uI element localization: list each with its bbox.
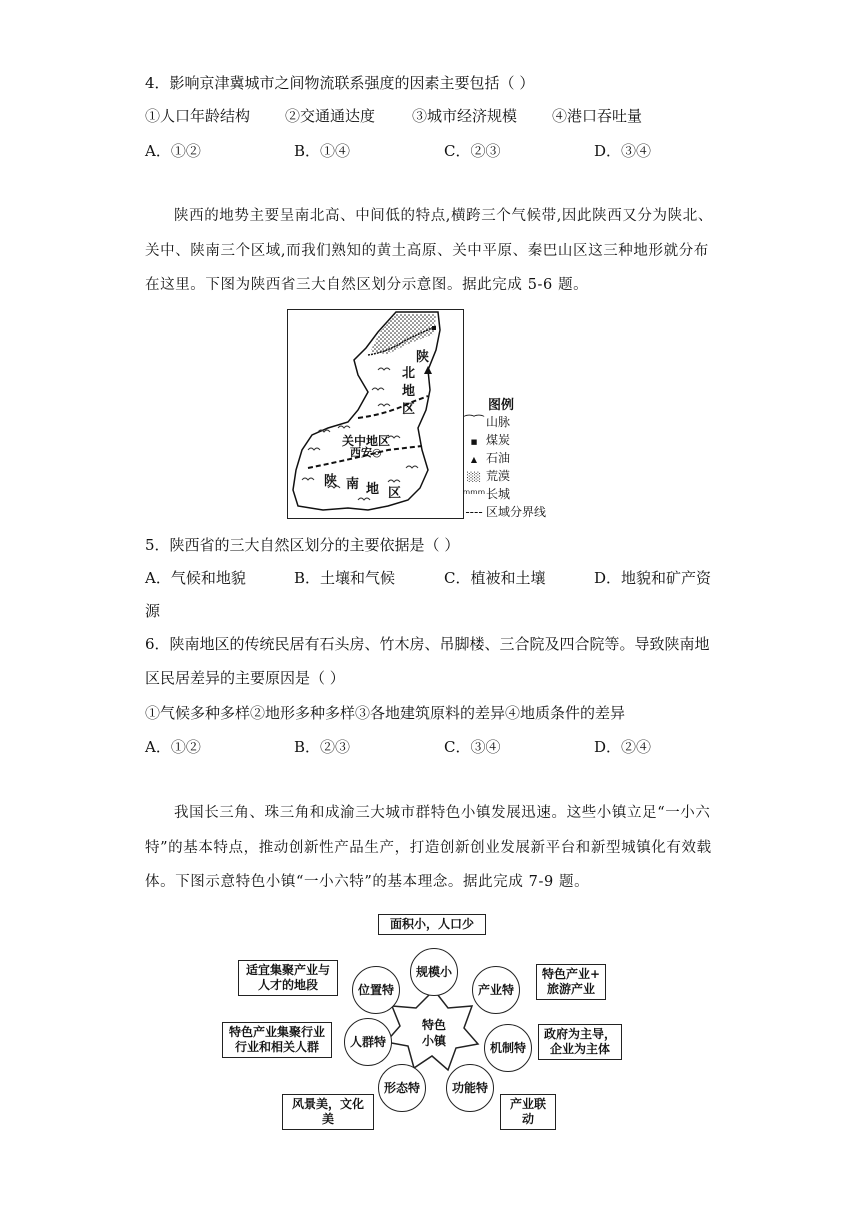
q4-option-b: B．①④ <box>294 142 351 160</box>
passage1-line-1: 陕西的地势主要呈南北高、中间低的特点,横跨三个气候带,因此陕西又分为陕北、 <box>174 208 713 224</box>
q4-option-d: D．③④ <box>594 142 652 160</box>
note-line: 特色产业+ <box>541 967 601 981</box>
shaanbei-label-4: 区 <box>402 402 416 417</box>
circle-industry: 产业特 <box>472 966 520 1014</box>
passage2-line-3: 体。下图示意特色小镇“一小六特”的基本理念。据此完成 7-9 题。 <box>145 874 590 890</box>
note-line: 人才的地段 <box>257 978 318 992</box>
legend-row-boundary <box>462 504 546 520</box>
passage1-line-3: 在这里。下图为陕西省三大自然区划分示意图。据此完成 5-6 题。 <box>145 277 589 293</box>
q5-option-a: A．气候和地貌 <box>145 569 246 587</box>
note-industry-linkage: 产业联动 <box>500 1094 556 1130</box>
q6-option-a: A．①② <box>145 738 201 756</box>
shaanxi-map <box>287 309 464 519</box>
circle-mechanism: 机制特 <box>484 1024 532 1072</box>
note-location-talent <box>238 960 338 996</box>
q4-choice-1: ①人口年龄结构 <box>145 107 251 125</box>
shaannan-label-4: 区 <box>388 486 402 501</box>
q6-stem-line-1: 6．陕南地区的传统民居有石头房、竹木房、吊脚楼、三合院及四合院等。导致陕南地 <box>145 635 710 653</box>
note-scenery-culture: 风景美，文化美 <box>282 1094 374 1130</box>
q6-option-b: B．②③ <box>294 738 351 756</box>
mountain-icon: ⁀⁀ <box>464 415 484 429</box>
q4-option-c: C．②③ <box>444 142 501 160</box>
q6-choices: ①气候多种多样②地形多种多样③各地建筑原料的差异④地质条件的差异 <box>145 704 626 722</box>
legend-row-mountain <box>462 414 510 430</box>
desert-icon: ░░ <box>467 473 481 483</box>
note-industry-people <box>222 1022 332 1058</box>
shaannan-label-3: 地 <box>366 482 380 497</box>
q4-option-a: A．①② <box>145 142 201 160</box>
q6-option-d: D．②④ <box>594 738 652 756</box>
circle-location: 位置特 <box>352 966 400 1014</box>
q5-option-d-continuation: 源 <box>145 602 161 620</box>
legend-label: 山脉 <box>486 415 511 429</box>
shaanbei-label-3: 地 <box>402 384 416 399</box>
q6-stem-line-2: 区民居差异的主要原因是（ ） <box>145 669 345 687</box>
q4-stem: 4．影响京津冀城市之间物流联系强度的因素主要包括（ ） <box>145 74 535 92</box>
circle-crowd: 人群特 <box>344 1018 392 1066</box>
oil-icon: ▲ <box>470 455 478 464</box>
circle-form: 形态特 <box>378 1064 426 1112</box>
note-line: 旅游产业 <box>546 982 595 996</box>
note-area-population: 面积小，人口少 <box>378 914 486 935</box>
center-label-1: 特色 <box>422 1018 447 1032</box>
note-line: 特色产业集聚行业 <box>228 1025 325 1039</box>
passage2-line-1: 我国长三角、珠三角和成渝三大城市群特色小镇发展迅速。这些小镇立足“一小六 <box>174 805 711 821</box>
town-concept-diagram <box>220 912 640 1126</box>
legend-label: 石油 <box>486 451 511 465</box>
note-line: 适宜集聚产业与 <box>245 963 330 977</box>
q5-option-c: C．植被和土壤 <box>444 569 546 587</box>
circle-scale-small: 规模小 <box>410 948 458 996</box>
center-label-2: 小镇 <box>422 1034 447 1048</box>
xian-label: 西安◎ <box>350 446 382 459</box>
passage1-line-2: 关中、陕南三个区域,而我们熟知的黄土高原、关中平原、秦巴山区这三种地形就分布 <box>145 243 709 259</box>
legend-row-wall <box>462 486 510 502</box>
coal-marker <box>432 326 436 330</box>
note-industry-tourism <box>536 964 606 1000</box>
note-line: 行业和相关人群 <box>234 1040 319 1054</box>
legend-label: 荒漠 <box>486 469 511 483</box>
passage2-line-2: 特”的基本特点，推动创新性产品生产，打造创新创业发展新平台和新型城镇化有效载 <box>145 840 712 856</box>
legend-label: 煤炭 <box>486 433 511 447</box>
legend-row-oil <box>462 450 510 466</box>
shaannan-label-2: 南 <box>346 477 360 492</box>
note-gov-enterprise <box>538 1024 622 1060</box>
boundary-icon: ---- <box>465 505 483 519</box>
guanzhong-label: 关中地区 <box>342 434 391 448</box>
q4-choice-4: ④港口吞吐量 <box>552 107 643 125</box>
legend-row-coal <box>462 432 510 448</box>
legend-title: 图例 <box>488 398 515 413</box>
q4-choice-3: ③城市经济规模 <box>412 107 518 125</box>
legend-label: 区域分界线 <box>486 505 547 519</box>
shaannan-label-1: 陕 <box>324 474 338 489</box>
note-line: 政府为主导， <box>543 1027 616 1041</box>
great-wall-icon: ᵐᵐᵐ <box>462 487 486 501</box>
q5-option-d: D．地貌和矿产资 <box>594 569 712 587</box>
circle-function: 功能特 <box>446 1064 494 1112</box>
shaanbei-label-2: 北 <box>402 366 416 381</box>
legend-label: 长城 <box>486 487 511 501</box>
note-line: 企业为主体 <box>549 1042 610 1056</box>
q4-choice-2: ②交通通达度 <box>285 107 376 125</box>
map-legend <box>462 394 582 524</box>
legend-row-desert <box>462 468 510 484</box>
q5-option-b: B．土壤和气候 <box>294 569 396 587</box>
q6-option-c: C．③④ <box>444 738 501 756</box>
shaanbei-label-1: 陕 <box>416 350 430 365</box>
q5-stem: 5．陕西省的三大自然区划分的主要依据是（ ） <box>145 536 460 554</box>
coal-icon: ■ <box>470 438 478 446</box>
